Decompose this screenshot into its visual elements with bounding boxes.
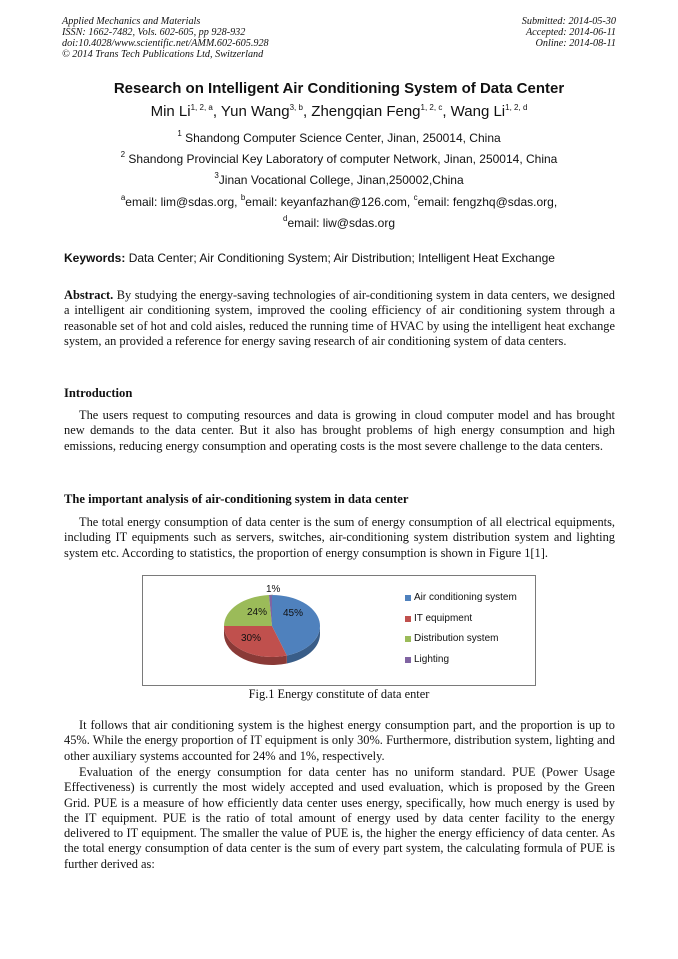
analysis-paragraph: The total energy consumption of data center is the sum of energy consumption of all electrical equipments, including IT equipments such as servers, switches, air-conditioning system distribution system and lighting system etc. According to statistics, the proportion of energy consumption is shown in Figure 1[1]. [64,515,615,560]
author-sup: 1, 2, c [420,103,443,112]
analysis-heading: The important analysis of air-conditioning system in data center [64,492,409,506]
legend-label: Distribution system [414,633,499,644]
figure-caption: Fig.1 Energy constitute of data enter [248,687,430,701]
paragraph-energy-proportion: It follows that air conditioning system is the highest energy consumption part, and the proportion is up to 45%. While the energy proportion of IT equipment is only 30%. Furthermore, distribution system, lighting and other auxiliary systems accounted for 24% and 1%, respectively. [64,718,615,763]
pie-label-lighting: 1% [266,584,281,595]
author-name: Wang Li [450,103,506,120]
author-name: Yun Wang [220,103,290,120]
keywords [64,251,555,265]
journal-doi: doi:10.4028/www.scientific.net/AMM.602-605.928 [62,38,269,49]
author-name: Zhengqian Feng [311,103,421,120]
pie-label-it-equipment: 30% [241,633,262,644]
figure-1-pie-chart [142,575,536,686]
submission-dates [522,16,616,49]
legend-label: Lighting [414,653,450,665]
author-name: Min Li [150,103,191,120]
pie-label-distribution: 24% [247,607,268,618]
abstract-text: By studying the energy-saving technologies of air-conditioning system in data centers, we designed a intelligent air conditioning system, improved the cooling efficiency of air conditioning system through a reasonable set of hot and cold aisles, reduced the running time of HVAC by using the intelligent heat exchange system, an provided a reference for energy saving research of air conditioning system of data centers. [64,288,615,348]
legend-swatch [405,595,411,601]
author-list: Min Li$^{1, 2, a}$, Yun Wang$^{3, b}$, Zhengqian Feng$^{1, 2, c}$, Wang Li$^{1, 2, d}$ [150,103,528,120]
journal-info [62,16,269,60]
journal-issn: ISSN: 1662-7482, Vols. 602-605, pp 928-932 [62,27,246,38]
online-date: Online: 2014-08-11 [535,38,616,49]
legend-swatch [405,636,411,642]
journal-copyright: © 2014 Trans Tech Publications Ltd, Switzerland [62,49,264,60]
affiliation-3: $^3$Jinan Vocational College, Jinan,250002,China [214,171,464,187]
affiliation-2: $^2$ Shandong Provincial Key Laboratory of computer Network, Jinan, 250014, China [120,150,558,166]
keywords-text: Data Center; Air Conditioning System; Air Distribution; Intelligent Heat Exchange [125,251,555,265]
paper-title: Research on Intelligent Air Conditioning System of Data Center [113,80,565,97]
author-sup: 1, 2, d [505,103,528,112]
intro-paragraph: The users request to computing resources and data is growing in cloud computer model and has brought new demands to the data center. But it also has brought problems of high energy consumption and high emissions, reducing energy consumption and operating costs is the most severe challenge to the data centers. [64,408,615,453]
abstract-label: Abstract. [64,288,114,302]
abstract [64,288,615,349]
submitted-date: Submitted: 2014-05-30 [521,16,616,27]
journal-name: Applied Mechanics and Materials [62,16,201,27]
pie-label-air-conditioning: 45% [283,608,304,619]
accepted-date: Accepted: 2014-06-11 [525,27,616,38]
intro-heading: Introduction [64,386,133,400]
legend-swatch [405,616,411,622]
emails-line-2: $^d$email: liw@sdas.org [282,214,395,230]
author-sup: 3, b [289,103,303,112]
legend-label: IT equipment [414,612,473,624]
paragraph-pue: Evaluation of the energy consumption for data center has no uniform standard. PUE (Power Usage Effectiveness) is currently the most widely accepted and used evaluation, which is proposed by the Green Grid. PUE is a measure of how efficiently data center uses energy, specifically, how much energy is used by the IT equipment. PUE is the ratio of total amount of energy used by data center facility to the energy delivered to IT equipment. The smaller the value of PUE is, the higher the energy efficiency of data center. As the total energy consumption of data center is the sum of every part system, the calculating formula of PUE is further derived as: [64,765,615,871]
affiliation-1: $^1$ Shandong Computer Science Center, Jinan, 250014, China [177,129,501,145]
keywords-label: Keywords: [64,251,126,265]
legend-label: Air conditioning system [414,592,517,603]
author-sup: 1, 2, a [190,103,213,112]
emails-line-1: $^a$email: lim@sdas.org, $^b$email: keyanfazhan@126.com, $^c$email: fengzhq@sdas.org, [120,193,558,209]
legend-swatch [405,657,411,663]
